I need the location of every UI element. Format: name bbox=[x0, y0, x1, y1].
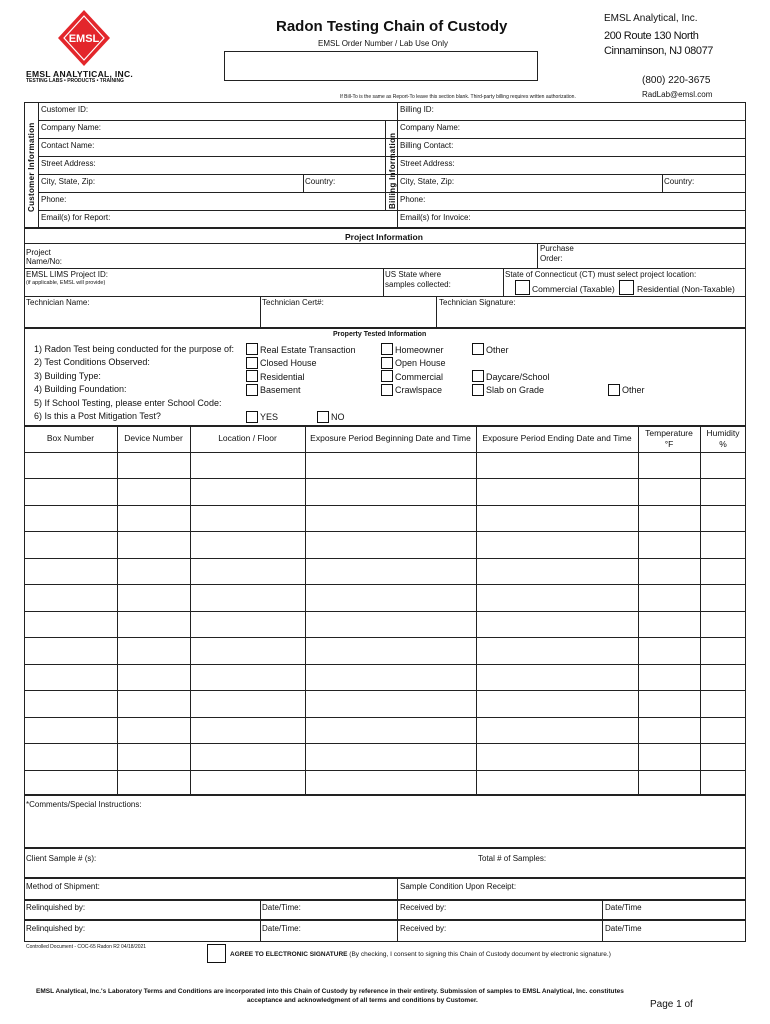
col-device-number: Device Number bbox=[124, 433, 183, 443]
yes-label: YES bbox=[260, 412, 279, 422]
us-state-label-2[interactable]: samples collected: bbox=[385, 280, 451, 289]
page-title: Radon Testing Chain of Custody bbox=[276, 18, 508, 35]
question-post-mitigation: 6) Is this a Post Mitigation Test? bbox=[34, 411, 161, 421]
ct-residential-checkbox[interactable] bbox=[619, 280, 634, 295]
customer-contact-field[interactable]: Contact Name: bbox=[41, 141, 95, 150]
received-by-1[interactable]: Received by: bbox=[400, 903, 447, 912]
svg-text:EMSL: EMSL bbox=[68, 33, 100, 45]
received-by-2[interactable]: Received by: bbox=[400, 924, 447, 933]
question-foundation: 4) Building Foundation: bbox=[34, 384, 127, 394]
logo-tagline: TESTING LABS • PRODUCTS • TRAINING bbox=[26, 78, 124, 84]
billing-id-field[interactable]: Billing ID: bbox=[400, 105, 434, 114]
project-name-label-1: Project bbox=[26, 248, 51, 257]
customer-country-field[interactable]: Country: bbox=[305, 177, 336, 186]
customer-city-field[interactable]: City, State, Zip: bbox=[41, 177, 96, 186]
terms-line-1: EMSL Analytical, Inc.'s Laboratory Terms and Conditions are incorporated into this Chain of Custody by reference in their entirety. Submission of samples to EMSL Analytical, Inc. constitutes bbox=[36, 988, 624, 995]
order-number-label: EMSL Order Number / Lab Use Only bbox=[318, 39, 448, 48]
lims-id-field[interactable]: EMSL LIMS Project ID: bbox=[26, 270, 108, 279]
bill-to-note: If Bill-To is the same as Report-To leave this section blank. Third-party billing requires written authorization. bbox=[340, 94, 576, 100]
ct-commercial-checkbox[interactable] bbox=[515, 280, 530, 295]
question-building-type: 3) Building Type: bbox=[34, 371, 101, 381]
commercial-checkbox[interactable] bbox=[381, 370, 393, 382]
daycare-label: Daycare/School bbox=[486, 372, 550, 382]
billing-contact-field[interactable]: Billing Contact: bbox=[400, 141, 454, 150]
received-datetime-1[interactable]: Date/Time bbox=[605, 903, 642, 912]
page-number: Page 1 of bbox=[650, 999, 693, 1010]
order-number-input[interactable] bbox=[224, 51, 538, 81]
col-humidity: Humidity bbox=[706, 428, 740, 438]
company-name: EMSL Analytical, Inc. bbox=[604, 13, 698, 24]
customer-section-label: Customer Information bbox=[27, 122, 36, 212]
terms-line-2: acceptance and acknowledgment of all terms and conditions by Customer. bbox=[247, 997, 478, 1004]
other-foundation-checkbox[interactable] bbox=[608, 384, 620, 396]
yes-checkbox[interactable] bbox=[246, 411, 258, 423]
ct-commercial-label: Commercial (Taxable) bbox=[532, 284, 615, 294]
billing-section-label: Billing Information bbox=[388, 132, 397, 209]
billing-email-field[interactable]: Email(s) for Invoice: bbox=[400, 213, 471, 222]
project-section-title: Project Information bbox=[345, 232, 423, 242]
basement-checkbox[interactable] bbox=[246, 384, 258, 396]
controlled-document-note: Controlled Document - COC-65 Radon R2 04/18/2021 bbox=[26, 944, 147, 950]
basement-label: Basement bbox=[260, 385, 301, 395]
question-conditions: 2) Test Conditions Observed: bbox=[34, 357, 150, 367]
col-location: Location / Floor bbox=[218, 433, 277, 443]
slab-label: Slab on Grade bbox=[486, 385, 545, 395]
company-phone: (800) 220-3675 bbox=[642, 75, 711, 86]
comments-label: *Comments/Special Instructions: bbox=[26, 800, 142, 809]
property-section-title: Property Tested Information bbox=[333, 331, 427, 338]
residential-label: Residential bbox=[260, 372, 305, 382]
ct-residential-label: Residential (Non-Taxable) bbox=[637, 284, 735, 294]
project-name-label-2[interactable]: Name/No: bbox=[26, 257, 63, 266]
company-address-1: 200 Route 130 North bbox=[604, 30, 699, 42]
e-signature-consent: (By checking, I consent to signing this Chain of Custody document by electronic signature.) bbox=[347, 951, 611, 958]
ct-location-label: State of Connecticut (CT) must select project location: bbox=[505, 270, 697, 279]
customer-company-field[interactable]: Company Name: bbox=[41, 123, 102, 132]
other-purpose-label: Other bbox=[486, 345, 509, 355]
logo-company-name: EMSL ANALYTICAL, INC. bbox=[26, 69, 134, 79]
technician-signature-field[interactable]: Technician Signature: bbox=[439, 298, 516, 307]
homeowner-checkbox[interactable] bbox=[381, 343, 393, 355]
client-sample-row bbox=[24, 848, 746, 878]
open-house-checkbox[interactable] bbox=[381, 357, 393, 369]
question-purpose: 1) Radon Test being conducted for the purpose of: bbox=[34, 344, 234, 354]
other-foundation-label: Other bbox=[622, 385, 645, 395]
billing-street-field[interactable]: Street Address: bbox=[400, 159, 455, 168]
real-estate-checkbox[interactable] bbox=[246, 343, 258, 355]
col-end: Exposure Period Ending Date and Time bbox=[482, 433, 632, 443]
no-checkbox[interactable] bbox=[317, 411, 329, 423]
billing-city-field[interactable]: City, State, Zip: bbox=[400, 177, 455, 186]
customer-email-field[interactable]: Email(s) for Report: bbox=[41, 213, 111, 222]
lims-note: (if applicable, EMSL will provide) bbox=[26, 280, 106, 286]
col-box-number: Box Number bbox=[46, 433, 95, 443]
e-signature-bold: AGREE TO ELECTRONIC SIGNATURE bbox=[230, 951, 348, 958]
technician-name-field[interactable]: Technician Name: bbox=[26, 298, 90, 307]
residential-checkbox[interactable] bbox=[246, 370, 258, 382]
po-label-2[interactable]: Order: bbox=[540, 254, 563, 263]
col-temperature: Temperature bbox=[645, 428, 693, 438]
col-begin: Exposure Period Beginning Date and Time bbox=[310, 433, 471, 443]
slab-checkbox[interactable] bbox=[472, 384, 484, 396]
col-temperature-unit: °F bbox=[664, 439, 674, 449]
e-signature-label bbox=[230, 952, 611, 959]
homeowner-label: Homeowner bbox=[395, 345, 444, 355]
customer-phone-field[interactable]: Phone: bbox=[41, 195, 67, 204]
received-datetime-2[interactable]: Date/Time bbox=[605, 924, 642, 933]
relinquished-datetime-2[interactable]: Date/Time: bbox=[262, 924, 301, 933]
relinquished-by-2[interactable]: Relinquished by: bbox=[26, 924, 86, 933]
company-email: RadLab@emsl.com bbox=[642, 90, 713, 99]
commercial-label: Commercial bbox=[395, 372, 444, 382]
crawlspace-checkbox[interactable] bbox=[381, 384, 393, 396]
open-house-label: Open House bbox=[395, 358, 446, 368]
other-purpose-checkbox[interactable] bbox=[472, 343, 484, 355]
daycare-checkbox[interactable] bbox=[472, 370, 484, 382]
po-label-1: Purchase bbox=[540, 244, 574, 253]
client-sample-field[interactable]: Client Sample # (s): bbox=[26, 854, 97, 863]
customer-street-field[interactable]: Street Address: bbox=[41, 159, 96, 168]
question-school-code: 5) If School Testing, please enter School Code: bbox=[34, 398, 222, 408]
billing-country-field[interactable]: Country: bbox=[664, 177, 695, 186]
no-label: NO bbox=[331, 412, 345, 422]
crawlspace-label: Crawlspace bbox=[395, 385, 443, 395]
e-signature-checkbox[interactable] bbox=[207, 944, 226, 963]
total-samples-field[interactable]: Total # of Samples: bbox=[478, 854, 547, 863]
closed-house-checkbox[interactable] bbox=[246, 357, 258, 369]
billing-phone-field[interactable]: Phone: bbox=[400, 195, 426, 204]
relinquished-by-1[interactable]: Relinquished by: bbox=[26, 903, 86, 912]
col-humidity-unit: % bbox=[719, 439, 727, 449]
customer-id-field[interactable]: Customer ID: bbox=[41, 105, 89, 114]
real-estate-label: Real Estate Transaction bbox=[260, 345, 356, 355]
company-address-2: Cinnaminson, NJ 08077 bbox=[604, 45, 714, 57]
us-state-label-1: US State where bbox=[385, 270, 442, 279]
shipment-row bbox=[24, 878, 746, 900]
shipment-field[interactable]: Method of Shipment: bbox=[26, 882, 100, 891]
closed-house-label: Closed House bbox=[260, 358, 317, 368]
technician-cert-field[interactable]: Technician Cert#: bbox=[262, 298, 324, 307]
billing-company-field[interactable]: Company Name: bbox=[400, 123, 461, 132]
condition-field[interactable]: Sample Condition Upon Receipt: bbox=[400, 882, 517, 891]
relinquished-datetime-1[interactable]: Date/Time: bbox=[262, 903, 301, 912]
